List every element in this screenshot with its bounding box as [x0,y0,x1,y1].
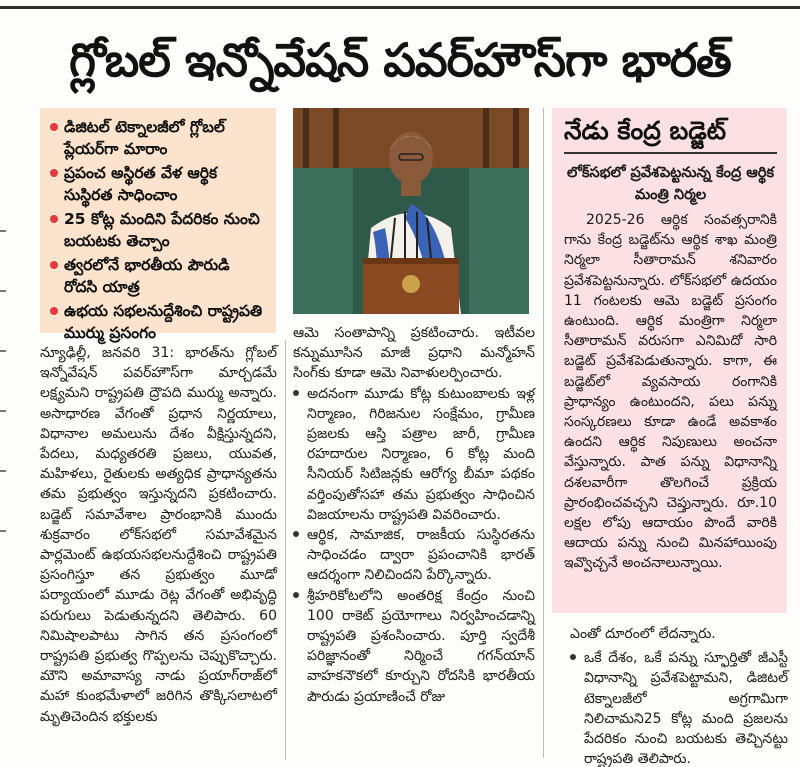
bullet-icon [50,215,58,223]
bullet-icon [50,169,58,177]
highlights-box [40,108,276,342]
sidebar-subtitle: లోక్‌సభలో ప్రవేశపెట్టనున్న కేంద్ర ఆర్థిక మంత్రి నిర్మల [566,165,775,203]
article-bullet: ఒకే దేశం, ఒకే పన్ను స్ఫూర్తితో జీఎస్టీ విధానాన్ని ప్రవేశపెట్టామని, డిజిటల్ టెక్నాలజీలో అగ్రగామిగా నిలిచామని25 కోట్ల మంది ప్రజలను పేదరికం నుంచి బయటకు తెచ్చినట్టు రాష్ట్రపతి తెలిపారు. [570,648,788,767]
budget-sidebar [552,108,787,613]
article-paragraph: న్యూఢిల్లీ, జనవరి 31: భారత్‌ను గ్లోబల్ ఇన్నోవేషన్ పవర్‌హౌస్‌గా మార్చడమే లక్ష్యమని రాష్ట్రపతి ద్రౌపది ముర్ము అన్నారు. అసాధారణ వేగంతో ప్రధాన నిర్ణయాలు, విధానాల అమలును దేశం వీక్షిస్తున్నదని, పేదలు, మధ్యతరతి ప్రజలు, యువత, మహిళలు, రైతులకు అత్యధిక ప్రాధాన్యతను తమ ప్రభుత్వం ఇస్తున్నదని ప్రకటించారు. బడ్జెట్ సమావేశాల ప్రారంభానికి ముందు శుక్రవారం లోక్‌సభలో సమావేశమైన పార్లమెంట్ ఉభయసభలనుద్దేశించి రాష్ట్రపతి ప్రసంగిస్తూ తన ప్రభుత్వం మూడో పర్యాయంలో మూడు రెట్ల వేగంతో అభివృద్ధి పరుగులు పెడుతున్నదని తెలిపారు. 60 నిమిషాలపాటు సాగిన తన ప్రసంగంలో రాష్ట్రపతి ప్రభుత్వ గొప్పలను చెప్పుకొచ్చారు. మౌని అమావాస్య నాడు ప్రయాగ్‌రాజ్‌లో మహా కుంభమేళాలో జరిగిన తొక్కిసలాటలో మృతిచెందిన భక్తులకు [40,345,277,725]
headline: గ్లోబల్ ఇన్నోవేషన్ పవర్‌హౌస్‌గా భారత్ [69,33,731,87]
column-divider [285,340,286,760]
article-column-left [40,343,277,727]
article-bullet: శ్రీహరికోటలోని అంతరిక్ష కేంద్రం నుంచి 100 రాకెట్ ప్రయోగాలు నిర్వహించడాన్ని రాష్ట్రపతి ప్రశంసించారు. పూర్తి స్వదేశీ పరిజ్ఞానంతో నిర్మించే గగన్‌యాన్ వాహకనౌకలో కూర్చుని రోదసికి భారతీయ పౌరుడు ప్రయాణించే రోజు [293,586,535,707]
bullet-icon [50,123,58,131]
highlight-item: ప్రపంచ అస్థిరత వేళ ఆర్థిక సుస్థిరత సాధించాం [50,162,268,206]
column-divider [543,108,544,758]
bullet-icon [50,261,58,269]
highlight-item: త్వరలోనే భారతీయ పౌరుడి రోదసి యాత్ర [50,254,268,298]
bullet-icon [293,390,299,396]
bullet-icon [293,592,299,598]
bullet-icon [50,307,58,315]
article-bullet: ఆర్థిక, సామాజిక, రాజకీయ సుస్థిరతను సాధించడం ద్వారా ప్రపంచానికి భారత్ ఆదర్శంగా నిలిచిందని పేర్కొన్నారు. [293,525,535,586]
highlight-item: డిజిటల్ టెక్నాలజీలో గ్లోబల్ ప్లేయర్‌గా మారాం [50,116,268,160]
article-bullet: అదనంగా మూడు కోట్ల కుటుంబాలకు ఇళ్ల నిర్మాణం, గిరిజనుల సంక్షేమం, గ్రామీణ ప్రజలకు ఆస్తి పత్రాల జారీ, గ్రామీణ రహదారుల నిర్మాణం, 6 కోట్ల మంది సీనియర్ సిటిజన్లకు ఆరోగ్య బీమా పథకం వర్తింపుతోసహా తమ ప్రభుత్వం సాధించిన విజయాలను రాష్ట్రపతి వివరించారు. [293,384,535,525]
article-column-right [570,624,788,767]
highlight-item: ఉభయ సభలనుద్దేశించి రాష్ట్రపతి ముర్ము ప్రసంగం [50,300,268,344]
bullet-icon [293,531,299,537]
article-paragraph: ఆమె సంతాపాన్ని ప్రకటించారు. ఇటీవల కన్నుమూసిన మాజీ ప్రధాని మన్మోహన్ సింగ్‌కు కూడా ఆమె నివాళులర్పించారు. [293,325,535,382]
sidebar-title: నేడు కేంద్ర బడ్జెట్ [564,116,777,154]
president-photo [293,108,529,314]
top-rule [0,6,800,9]
bullet-icon [570,654,576,660]
sidebar-body: 2025-26 ఆర్థిక సంవత్సరానికి గాను కేంద్ర బడ్జెట్‌ను ఆర్థిక శాఖ మంత్రి నిర్మలా సీతారామన్ శనివారం ప్రవేశపెట్టనున్నారు. లోక్‌సభలో ఉదయం 11 గంటలకు ఆమె బడ్జెట్ ప్రసంగం ఉంటుంది. ఆర్థిక మంత్రిగా నిర్మలా సీతారామన్ వరుసగా ఎనిమిదో సారి బడ్జెట్ ప్రవేశపెడుతున్నారు. కాగా, ఈ బడ్జెట్‌లో వ్యవసాయ రంగానికి ప్రాధాన్యం ఉంటుందని, పలు పన్ను సంస్కరణలు కూడా ఉండే అవకాశం ఉందని ఆర్థిక నిపుణులు అంచనా వేస్తున్నారు. పాత పన్ను విధానాన్ని దశలవారీగా తొలగించే ప్రక్రియ ప్రారంభించవచ్చని చెప్తున్నారు. రూ.10 లక్షల లోపు ఆదాయం పొందే వారికి ఆదాయ పన్ను నుంచి మినహాయింపు ఇవ్వొచ్చనే అంచనాలున్నాయి. [564,212,777,572]
highlight-item: 25 కోట్ల మందిని పేదరికం నుంచి బయటకు తెచ్చాం [50,208,268,252]
page-edge-marks [0,230,6,550]
article-column-middle [293,323,535,707]
article-paragraph: ఎంతో దూరంలో లేదన్నారు. [570,626,716,642]
